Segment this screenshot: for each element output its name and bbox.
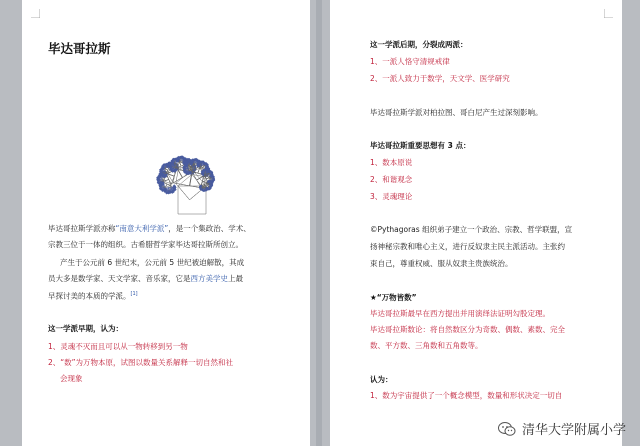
intro-line-3: 产生于公元前 6 世纪末，公元前 5 世纪被迫解散，其成 <box>60 258 245 267</box>
intro-line-1: 毕达哥拉斯学派亦称“南意大利学派”，是一个集政治、学术、 <box>48 224 251 233</box>
intro-line-2: 宗教三位于一体的组织。古希腊哲学家毕达哥拉斯所创立。 <box>48 240 243 249</box>
thought-heading: 毕达哥拉斯重要思想有 3 点： <box>370 141 471 150</box>
late-item-1: 1、一派人恪守清规戒律 <box>370 57 450 66</box>
pythagoras-line-3: 束自己，尊重权威、服从奴隶主贵族统治。 <box>370 259 513 268</box>
link-western-aesthetics[interactable]: 西方美学史 <box>190 274 228 283</box>
wanwu-heading: ★“万物皆数” <box>370 293 417 302</box>
early-item-1: 1、灵魂不灭而且可以从一物转移到另一物 <box>48 342 188 351</box>
early-item-2: 2、“数”为万物本原，试图以数量关系解释一切自然和社 <box>48 358 234 367</box>
late-item-2: 2、一派人致力于数学，天文学、医学研究 <box>370 74 510 83</box>
wanwu-line-2: 毕达哥拉斯数论：将自然数区分为奇数、偶数、素数、完全 <box>370 325 565 334</box>
early-heading: 这一学派早期，认为： <box>48 324 123 333</box>
wanwu-line-1: 毕达哥拉斯最早在西方提出并用演绎法证明勾股定理。 <box>370 309 550 318</box>
thought-item-2: 2、和谐观念 <box>370 175 413 184</box>
pythagoras-line-2: 扬神秘宗教和唯心主义，进行反奴隶主民主派活动。主张约 <box>370 242 565 251</box>
wechat-logo-icon <box>498 421 516 437</box>
tree-square <box>209 169 210 170</box>
crop-mark-icon <box>604 9 613 18</box>
renwei-line-1: 1、数为宇宙提供了一个概念模型，数量和形状决定一切自 <box>370 391 563 400</box>
wanwu-line-3: 数、平方数、三角数和五角数等。 <box>370 341 483 350</box>
watermark-text: 清华大学附属小学 <box>521 423 626 438</box>
thought-item-1: 1、数本原说 <box>370 158 413 167</box>
pythagoras-line-1: ©Pythagoras 组织弟子建立一个政治、宗教、哲学联盟，宣 <box>370 225 573 234</box>
watermark <box>498 419 626 438</box>
intro-line-4: 员大多是数学家、天文学家、音乐家，它是西方美学史上最 <box>48 274 243 283</box>
renwei-heading: 认为： <box>370 375 393 384</box>
intro-line-5: 早探讨美的本质的学派。[1] <box>48 291 138 301</box>
document-page-left <box>22 0 310 446</box>
page-gap <box>316 0 322 446</box>
link-south-italy-school[interactable]: “南意大利学派” <box>115 224 169 233</box>
pythagoras-tree-image <box>78 74 278 224</box>
thought-item-3: 3、灵魂理论 <box>370 192 413 201</box>
document-page-right <box>330 0 622 446</box>
late-heading: 这一学派后期，分裂成两派： <box>370 40 468 49</box>
reference-marker[interactable]: [1] <box>130 291 138 297</box>
early-item-2-cont: 会现象 <box>60 374 83 383</box>
crop-mark-icon <box>31 9 40 18</box>
influence-text: 毕达哥拉斯学派对柏拉图、哥白尼产生过深刻影响。 <box>370 108 543 117</box>
page-title: 毕达哥拉斯 <box>48 41 111 56</box>
